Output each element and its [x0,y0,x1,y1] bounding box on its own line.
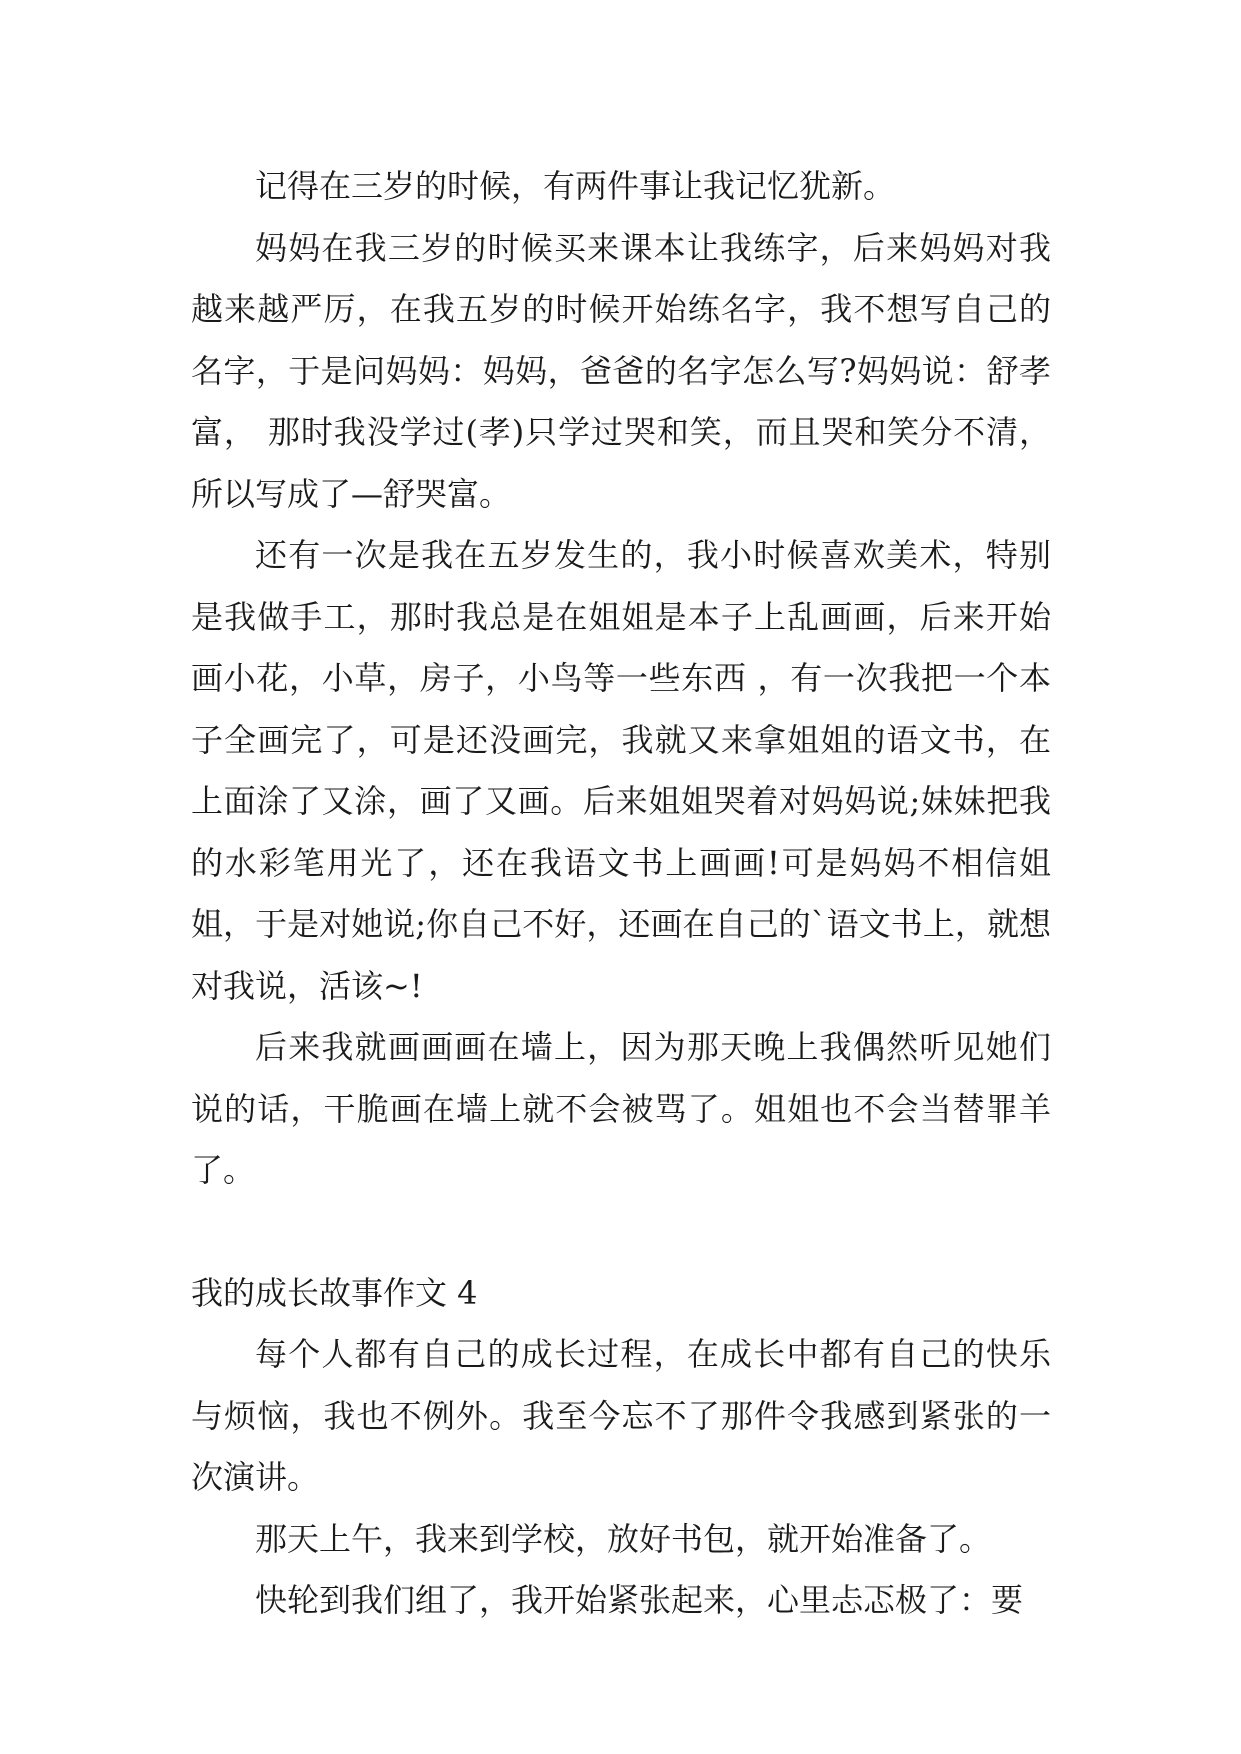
section-gap [191,1202,1051,1263]
paragraph: 后来我就画画画在墙上，因为那天晚上我偶然听见她们说的话，干脆画在墙上就不会被骂了。姐姐也不会当替罪羊了。 [191,1028,1051,1189]
essay-heading: 我的成长故事作文 4 [191,1273,478,1312]
paragraph: 记得在三岁的时候，有两件事让我记忆犹新。 [255,167,896,205]
essay-body [191,156,1051,1632]
paragraph: 每个人都有自己的成长过程，在成长中都有自己的快乐与烦恼，我也不例外。我至今忘不了那件令我感到紧张的一次演讲。 [191,1335,1051,1496]
paragraph: 那天上午，我来到学校，放好书包，就开始准备了。 [255,1519,992,1558]
paragraph: 快轮到我们组了，我开始紧张起来，心里忐忑极了：要 [255,1581,1024,1619]
paragraph: 还有一次是我在五岁发生的，我小时候喜欢美术，特别是我做手工，那时我总是在姐姐是本子上乱画画，后来开始画小花，小草，房子，小鸟等一些东西 ，有一次我把一个本子全画完了，可是还没画完，我就又来拿姐姐的语文书，在上面涂了又涂，画了又画。后来姐姐哭着对妈妈说;妹妹把我的水彩笔用光了，还在我语文书上画画!可是妈妈不相信姐姐，于是对她说;你自己不好，还画在自己的`语文书上，就想对我说，活该~! [191,536,1051,1005]
paragraph: 妈妈在我三岁的时候买来课本让我练字，后来妈妈对我越来越严厉，在我五岁的时候开始练名字，我不想写自己的名字，于是问妈妈：妈妈，爸爸的名字怎么写?妈妈说：舒孝富， 那时我没学过(孝)只学过哭和笑，而且哭和笑分不清，所以写成了—舒哭富。 [191,228,1051,513]
